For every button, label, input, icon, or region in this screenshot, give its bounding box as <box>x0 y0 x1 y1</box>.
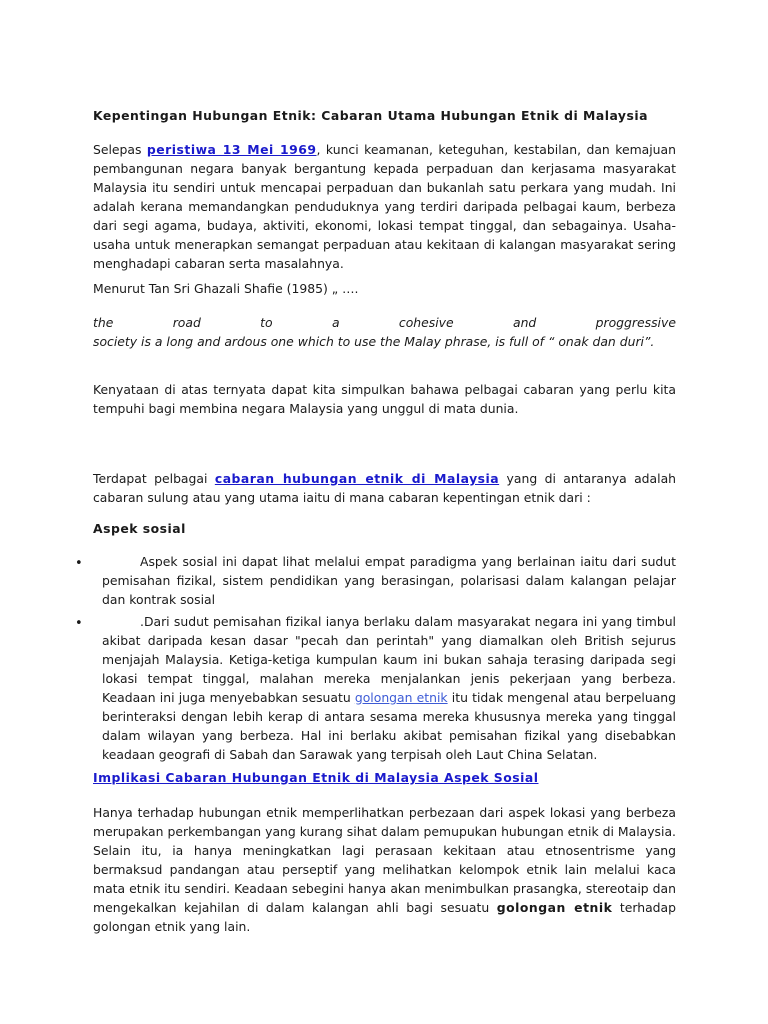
paragraph-quote-intro: Menurut Tan Sri Ghazali Shafie (1985) „ …. <box>93 281 359 296</box>
quote-word: to <box>260 315 273 330</box>
quote-word: the <box>93 315 114 330</box>
heading-aspek-sosial: Aspek sosial <box>93 521 186 536</box>
paragraph-implikasi-bold: golongan etnik <box>496 900 613 915</box>
paragraph-intro <box>93 140 676 273</box>
quote-word: and <box>512 315 537 330</box>
paragraph-terdapat-suffix: yang di antaranya adalah cabaran sulung atau yang utama iaitu di mana cabaran kepentingan etnik dari : <box>93 471 677 505</box>
bullet-item-1 <box>102 552 676 609</box>
heading-implikasi-link <box>93 768 676 787</box>
bullet-marker: • <box>75 616 83 631</box>
paragraph-intro-suffix: , kunci keamanan, keteguhan, kestabilan, dan kemajuan pembangunan negara banyak bergantung kepada perpaduan dan kerjasama masyarakat Malaysia itu sendiri untuk mencapai perpaduan dan bukanlah satu perkara yang mudah. Ini adalah kerana memandangkan penduduknya yang terdiri daripada pelbagai kaum, berbeza dari segi agama, budaya, aktiviti, ekonomi, lokasi tempat tinggal, dan sebagainya. Usaha-usaha untuk menerapkan semangat perpaduan atau kekitaan di kalangan masyarakat sering menghadapi cabaran serta masalahnya. <box>93 142 676 271</box>
bullet-marker: • <box>75 556 83 571</box>
quote-word: road <box>172 315 201 330</box>
link-golongan-etnik[interactable]: golongan etnik <box>354 690 448 705</box>
paragraph-implikasi-prefix: Hanya terhadap hubungan etnik memperlihatkan perbezaan dari aspek lokasi yang berbeza merupakan perkembangan yang kurang sihat dalam pemupukan hubungan etnik di Malaysia. Selain itu, ia hanya meningkatkan lagi perasaan kekitaan atau etnosentrisme yang bermaksud pandangan atau perseptif yang melihatkan kelompok etnik lain melalui kaca mata etnik itu sendiri. Keadaan sebegini hanya akan menimbulkan prasangka, stereotaip dan mengekalkan kejahilan di dalam kalangan ahli bagi sesuatu <box>93 805 676 915</box>
bullet-item-1-text: Aspek sosial ini dapat lihat melalui empat paradigma yang berlainan iaitu dari sudut pemisahan fizikal, sistem pendidikan yang berasingan, polarisasi dalam kalangan pelajar dan kontrak sosial <box>102 554 676 607</box>
paragraph-terdapat <box>93 469 676 507</box>
link-peristiwa-13-mei[interactable]: peristiwa 13 Mei 1969 <box>146 142 317 157</box>
quote-word: cohesive <box>398 315 454 330</box>
paragraph-implikasi-suffix: terhadap golongan etnik yang lain. <box>93 900 676 934</box>
document-title: Kepentingan Hubungan Etnik: Cabaran Utama Hubungan Etnik di Malaysia <box>93 108 648 123</box>
quote-line-2: society is a long and ardous one which to use the Malay phrase, is full of “ onak dan duri”. <box>93 334 655 349</box>
quote-block <box>93 313 676 351</box>
bullet-item-2-prefix: .Dari sudut pemisahan fizikal ianya berlaku dalam masyarakat negara ini yang timbul akibat daripada kesan dasar "pecah dan perintah" yang diamalkan oleh British sejurus menjajah Malaysia. Ketiga-ketiga kumpulan kaum ini bukan sahaja terasing daripada segi lokasi tempat tinggal, malahan mereka menjalankan jenis pekerjaan yang berbeza. Keadaan ini juga menyebabkan sesuatu <box>102 614 676 705</box>
paragraph-implikasi <box>93 803 676 936</box>
quote-line-1 <box>93 313 676 332</box>
link-implikasi-cabaran[interactable]: Implikasi Cabaran Hubungan Etnik di Malaysia Aspek Sosial <box>93 770 539 785</box>
quote-word: proggressive <box>595 315 676 330</box>
paragraph-terdapat-prefix: Terdapat pelbagai <box>93 471 215 486</box>
link-cabaran-hubungan-etnik[interactable]: cabaran hubungan etnik di Malaysia <box>214 471 500 486</box>
bullet-item-2 <box>102 612 676 764</box>
paragraph-kenyataan: Kenyataan di atas ternyata dapat kita simpulkan bahawa pelbagai cabaran yang perlu kita tempuhi bagi membina negara Malaysia yang unggul di mata dunia. <box>93 382 676 416</box>
paragraph-intro-prefix: Selepas <box>93 142 147 157</box>
bullet-item-2-suffix: itu tidak mengenal atau berpeluang berinteraksi dengan lebih kerap di antara sesama mereka khususnya mereka yang tinggal dalam wilayan yang berbeza. Hal ini berlaku akibat pemisahan fizikal yang disebabkan keadaan geografi di Sabah dan Sarawak yang terpisah oleh Laut China Selatan. <box>102 690 677 762</box>
quote-word: a <box>331 315 340 330</box>
